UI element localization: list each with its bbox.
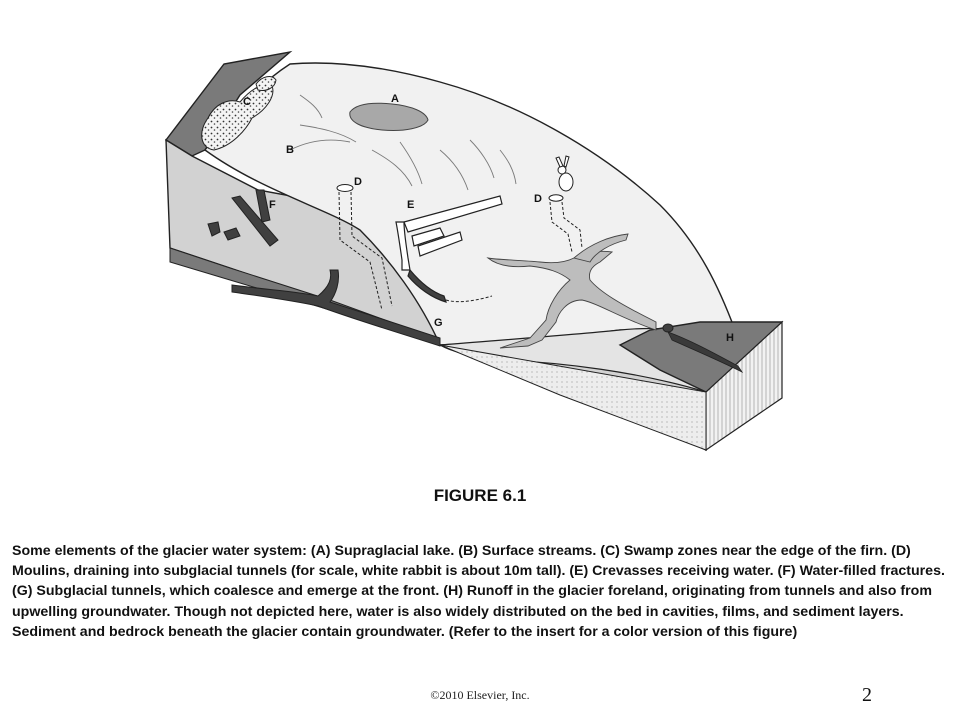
page-number: 2 (862, 684, 872, 706)
tunnel-outlet (663, 324, 673, 332)
label-e: E (407, 199, 415, 211)
figure-caption: Some elements of the glacier water system: (A) Supraglacial lake. (B) Surface streams. (C) Swamp zones near the edge of the firn. (D) Moulins, draining into subglacial tunnels (for scale, white rabbit is about 10m tall). (E) Crevasses receiving water. (F) Water-filled fractures. (G) Subglacial tunnels, which coalesce and emerge at the front. (H) Runoff in the glacier foreland, originating from tunnels and also from upwelling groundwater. Though not depicted here, water is also widely distributed on the bed in cavities, films, and sediment layers. Sediment and bedrock beneath the glacier contain groundwater. (Refer to the insert for a color version of this figure) (12, 543, 945, 640)
label-g: G (434, 317, 443, 329)
label-h: H (726, 332, 734, 344)
moulin-left (337, 185, 353, 192)
figure-title: FIGURE 6.1 (433, 486, 527, 505)
copyright-notice: ©2010 Elsevier, Inc. (430, 688, 530, 702)
label-d-left: D (354, 176, 362, 188)
label-f: F (269, 199, 276, 211)
label-c: C (243, 96, 251, 108)
label-d-right: D (534, 193, 542, 205)
label-a: A (391, 93, 399, 105)
label-b: B (286, 144, 294, 156)
moulin-right (549, 195, 563, 201)
